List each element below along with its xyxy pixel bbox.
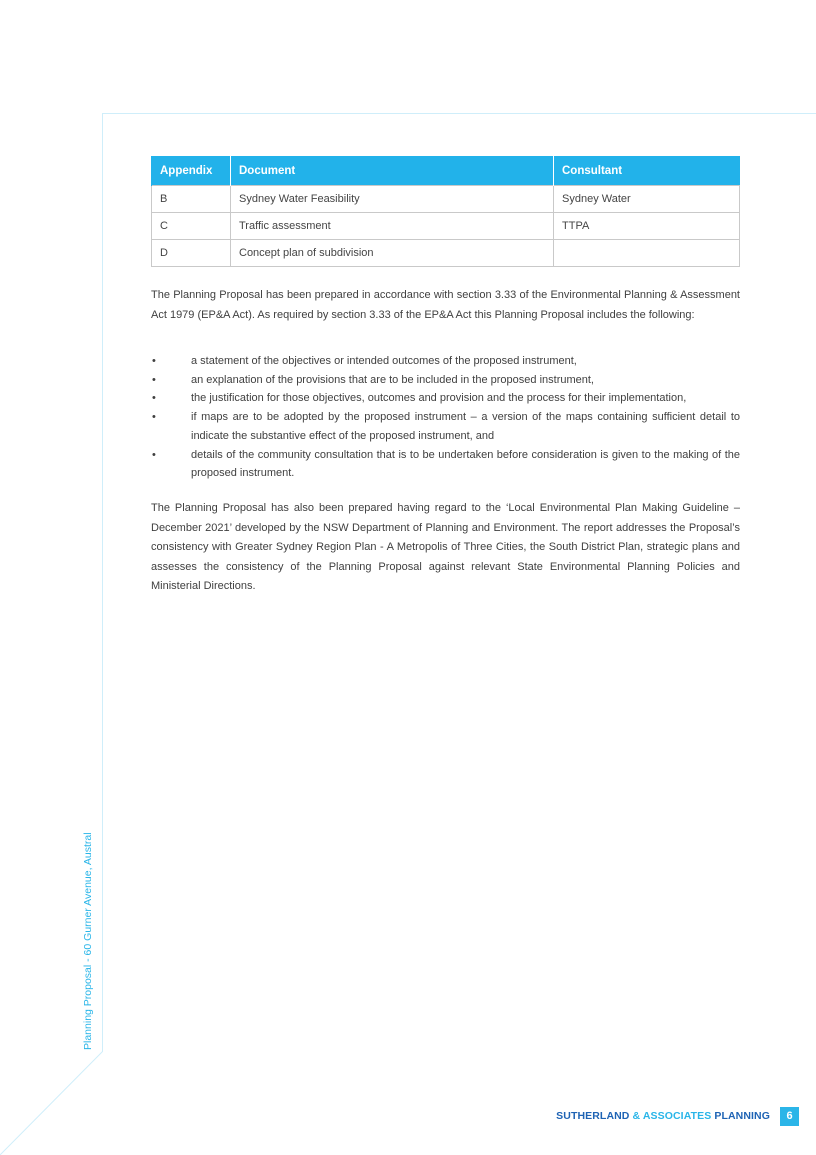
list-item xyxy=(151,371,740,390)
list-item xyxy=(151,352,740,371)
cell-consultant: TTPA xyxy=(554,213,740,240)
bullet-marker: • xyxy=(152,411,156,424)
document-title-vertical: Planning Proposal - 60 Gurner Avenue, Austral xyxy=(82,832,94,1050)
cell-appendix: C xyxy=(152,213,231,240)
header-document: Document xyxy=(231,156,554,186)
requirements-list xyxy=(151,352,740,483)
table-row xyxy=(152,240,740,267)
header-appendix: Appendix xyxy=(152,156,231,186)
cell-consultant xyxy=(554,240,740,267)
cell-document: Concept plan of subdivision xyxy=(231,240,554,267)
brand-planning: PLANNING xyxy=(714,1110,770,1122)
page-frame-left-line xyxy=(102,113,103,1051)
closing-paragraph: The Planning Proposal has also been prepared having regard to the ‘Local Environmental Plan Making Guideline – December 2021’ developed by the NSW Department of Planning and Environment. The report addresses the Proposal’s consistency with Greater Sydney Region Plan - A Metropolis of Three Cities, the South District Plan, strategic plans and assesses the consistency of the Planning Proposal against relevant State Environmental Planning Policies and Ministerial Directions. xyxy=(151,502,740,592)
cell-document: Sydney Water Feasibility xyxy=(231,186,554,213)
brand-sutherland: SUTHERLAND xyxy=(556,1110,630,1122)
list-item-text: the justification for those objectives, outcomes and provision and the process for their implementation, xyxy=(191,392,687,405)
bullet-marker: • xyxy=(152,355,156,367)
brand-associates: & ASSOCIATES xyxy=(632,1110,712,1122)
cell-appendix: B xyxy=(152,186,231,213)
bullet-marker: • xyxy=(152,373,156,386)
bullet-marker: • xyxy=(152,392,156,405)
header-consultant: Consultant xyxy=(554,156,740,186)
table-row xyxy=(152,186,740,213)
list-item xyxy=(151,446,740,483)
page-frame-diagonal-line xyxy=(0,1051,103,1155)
cell-document: Traffic assessment xyxy=(231,213,554,240)
appendix-table xyxy=(151,156,740,267)
page-number-badge: 6 xyxy=(780,1107,799,1126)
list-item-text: details of the community consultation that is to be undertaken before consideration is given to the making of the proposed instrument. xyxy=(191,448,740,480)
intro-paragraph: The Planning Proposal has been prepared in accordance with section 3.33 of the Environmental Planning & Assessment Act 1979 (EP&A Act). As required by section 3.33 of the EP&A Act this Planning Proposal includes the following: xyxy=(151,289,740,321)
table-header-row xyxy=(152,156,740,186)
list-item-text: if maps are to be adopted by the proposed instrument – a version of the maps containing sufficient detail to indicate the substantive effect of the proposed instrument, and xyxy=(191,411,740,442)
page-frame-top-line xyxy=(102,113,816,114)
bullet-marker: • xyxy=(152,448,156,461)
list-item-text: an explanation of the provisions that are to be included in the proposed instrument, xyxy=(191,373,594,386)
cell-consultant: Sydney Water xyxy=(554,186,740,213)
list-item-text: a statement of the objectives or intended outcomes of the proposed instrument, xyxy=(191,355,577,367)
footer-brand xyxy=(556,1110,770,1122)
table-row xyxy=(152,213,740,240)
cell-appendix: D xyxy=(152,240,231,267)
list-item xyxy=(151,389,740,408)
list-item xyxy=(151,408,740,445)
